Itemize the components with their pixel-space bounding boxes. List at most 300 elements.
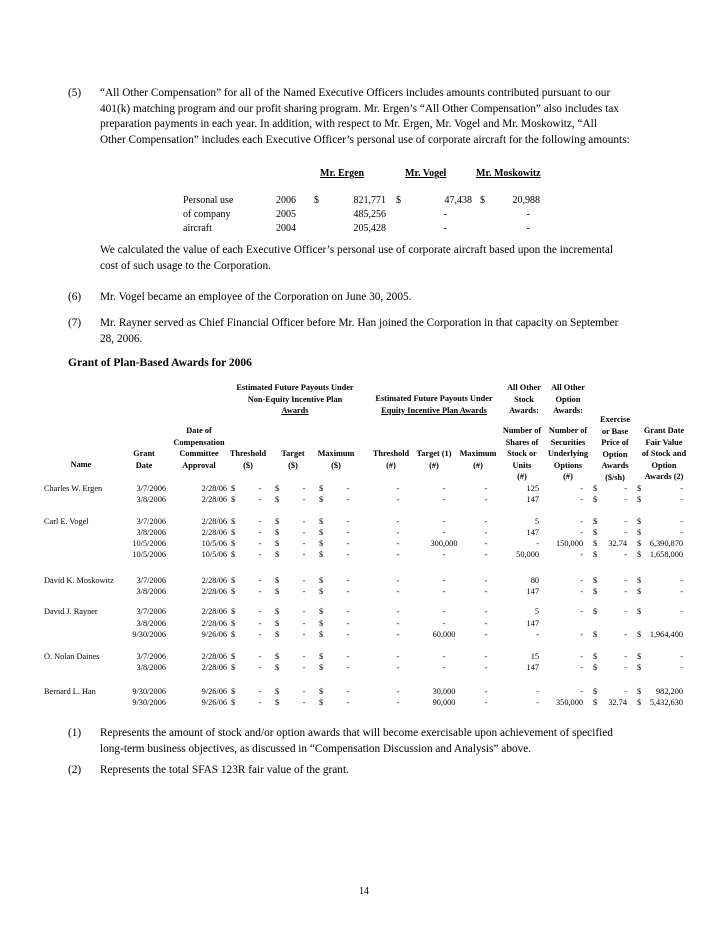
cell-secs: - xyxy=(580,630,583,639)
cell-name: Bernard L. Han xyxy=(44,687,96,696)
table-row xyxy=(0,630,728,641)
cell-tgt_n: - xyxy=(442,484,446,493)
row-label: Personal use xyxy=(183,195,234,206)
moskowitz-cell: 20,988 xyxy=(512,195,540,206)
dollar-sign: $ xyxy=(231,587,236,596)
col-target-num-header: Target (1) (#) xyxy=(416,449,452,470)
cell-max_d: - xyxy=(346,484,350,493)
dollar-sign: $ xyxy=(275,550,280,559)
vogel-cell: 47,438 xyxy=(444,195,472,206)
cell-shares: 5 xyxy=(534,517,539,526)
ergen-cell: 205,428 xyxy=(353,223,386,234)
cell-fair: - xyxy=(680,652,683,661)
cell-max_d: - xyxy=(346,652,350,661)
cell-secs: - xyxy=(580,495,583,504)
footnote-text: Mr. Vogel became an employee of the Corporation on June 30, 2005. xyxy=(100,291,412,303)
cell-name: David K. Moskowitz xyxy=(44,576,114,585)
dollar-sign: $ xyxy=(593,517,598,526)
cell-thr_d: - xyxy=(258,619,262,628)
table-row xyxy=(0,528,728,539)
cell-shares: 15 xyxy=(530,652,539,661)
dollar-sign: $ xyxy=(593,528,598,537)
moskowitz-cell: - xyxy=(526,223,530,234)
dollar-sign: $ xyxy=(231,550,236,559)
dollar-sign: $ xyxy=(231,495,236,504)
cell-shares: 5 xyxy=(534,607,539,616)
dollar-sign: $ xyxy=(319,687,324,696)
table-row xyxy=(0,539,728,550)
cell-max_d: - xyxy=(346,630,350,639)
dollar-sign: $ xyxy=(637,528,642,537)
cell-grant: 3/7/2006 xyxy=(136,576,166,585)
dollar-sign: $ xyxy=(231,698,236,707)
dollar-sign: $ xyxy=(593,539,598,548)
cell-price: - xyxy=(624,528,627,537)
cell-tgt_n: - xyxy=(442,576,446,585)
table-row xyxy=(0,587,728,598)
cell-price: - xyxy=(624,630,627,639)
cell-tgt_n: - xyxy=(442,517,446,526)
cell-thr_d: - xyxy=(258,539,262,548)
cell-secs: - xyxy=(580,484,583,493)
cell-shares: 80 xyxy=(530,576,539,585)
cell-appr: 2/28/06 xyxy=(201,495,227,504)
dollar-sign: $ xyxy=(275,607,280,616)
cell-max_d: - xyxy=(346,550,350,559)
cell-max_d: - xyxy=(346,528,350,537)
cell-shares: - xyxy=(536,698,539,707)
dollar-sign: $ xyxy=(593,587,598,596)
dollar-sign: $ xyxy=(637,687,642,696)
section-title: Grant of Plan-Based Awards for 2006 xyxy=(68,357,252,369)
cell-secs: 350,000 xyxy=(556,698,583,707)
cell-appr: 9/26/06 xyxy=(201,698,227,707)
cell-secs: - xyxy=(580,550,583,559)
calculation-note xyxy=(100,243,680,274)
col-exercise-header: Exercise or Base Price of Option Awards ($/sh) xyxy=(600,415,630,482)
cell-thr_d: - xyxy=(258,528,262,537)
dollar-sign: $ xyxy=(593,630,598,639)
cell-grant: 9/30/2006 xyxy=(132,698,166,707)
cell-appr: 9/26/06 xyxy=(201,687,227,696)
cell-thr_n: - xyxy=(396,539,400,548)
cell-tgt_d: - xyxy=(302,619,306,628)
dollar-sign: $ xyxy=(637,607,642,616)
dollar-sign: $ xyxy=(637,587,642,596)
cell-price: 32.74 xyxy=(608,539,627,548)
cell-appr: 10/5/06 xyxy=(201,539,227,548)
cell-fair: - xyxy=(680,528,683,537)
cell-tgt_d: - xyxy=(302,652,306,661)
cell-appr: 2/28/06 xyxy=(201,607,227,616)
cell-appr: 9/26/06 xyxy=(201,630,227,639)
footnote-text: Represents the total SFAS 123R fair value of the grant. xyxy=(100,764,349,776)
cell-max_d: - xyxy=(346,607,350,616)
cell-thr_d: - xyxy=(258,630,262,639)
dollar-sign: $ xyxy=(593,687,598,696)
cell-shares: 147 xyxy=(526,619,539,628)
cell-price: - xyxy=(624,652,627,661)
cell-fair: - xyxy=(680,484,683,493)
dollar-sign: $ xyxy=(319,587,324,596)
cell-grant: 3/7/2006 xyxy=(136,607,166,616)
cell-thr_n: - xyxy=(396,630,400,639)
table-row xyxy=(0,663,728,674)
cell-grant: 3/7/2006 xyxy=(136,652,166,661)
cell-tgt_d: - xyxy=(302,587,306,596)
grant-table-header xyxy=(0,380,728,490)
cell-thr_n: - xyxy=(396,587,400,596)
cell-max_n: - xyxy=(484,587,488,596)
dollar-sign: $ xyxy=(275,698,280,707)
dollar-sign: $ xyxy=(231,607,236,616)
col-target-dollar-header: Target ($) xyxy=(281,449,305,470)
col-name-header: Name xyxy=(70,460,92,469)
cell-thr_d: - xyxy=(258,652,262,661)
dollar-sign: $ xyxy=(231,663,236,672)
dollar-sign: $ xyxy=(319,607,324,616)
cell-thr_n: - xyxy=(396,550,400,559)
cell-grant: 9/30/2006 xyxy=(132,687,166,696)
dollar-sign: $ xyxy=(319,652,324,661)
col-threshold-num-header: Threshold (#) xyxy=(372,449,410,470)
cell-name: David J. Rayner xyxy=(44,607,98,616)
cell-tgt_n: - xyxy=(442,528,446,537)
table-row xyxy=(0,576,728,587)
footnote-line: Represents the amount of stock and/or option awards that will become exercisable upon achievement of specified xyxy=(100,727,613,739)
cell-tgt_d: - xyxy=(302,495,306,504)
year-cell: 2006 xyxy=(276,195,296,206)
dollar-sign: $ xyxy=(319,517,324,526)
cell-max_n: - xyxy=(484,495,488,504)
dollar-sign: $ xyxy=(637,484,642,493)
cell-thr_d: - xyxy=(258,663,262,672)
cell-fair: 982,200 xyxy=(656,687,683,696)
cell-tgt_d: - xyxy=(302,539,306,548)
cell-shares: 147 xyxy=(526,663,539,672)
dollar-sign: $ xyxy=(275,539,280,548)
cell-max_n: - xyxy=(484,517,488,526)
cell-shares: - xyxy=(536,539,539,548)
cell-secs: - xyxy=(580,663,583,672)
cell-price: - xyxy=(624,587,627,596)
cell-max_n: - xyxy=(484,652,488,661)
cell-tgt_d: - xyxy=(302,517,306,526)
cell-grant: 3/8/2006 xyxy=(136,528,166,537)
cell-thr_n: - xyxy=(396,517,400,526)
dollar-sign: $ xyxy=(319,663,324,672)
cell-grant: 3/7/2006 xyxy=(136,484,166,493)
dollar-sign: $ xyxy=(275,652,280,661)
footnote-line: Mr. Rayner served as Chief Financial Officer before Mr. Han joined the Corporation in that capacity on September xyxy=(100,317,619,329)
table-row xyxy=(0,652,728,663)
note-line: We calculated the value of each Executive Officer’s personal use of corporate aircraft based upon the incremental xyxy=(100,244,614,256)
cell-fair: - xyxy=(680,517,683,526)
cell-shares: 147 xyxy=(526,528,539,537)
table-row xyxy=(0,698,728,709)
dollar-sign: $ xyxy=(319,484,324,493)
cell-max_d: - xyxy=(346,698,350,707)
moskowitz-cell: - xyxy=(526,209,530,220)
cell-thr_n: - xyxy=(396,619,400,628)
column-header: Mr. Ergen xyxy=(320,168,365,179)
cell-max_d: - xyxy=(346,663,350,672)
dollar-sign: $ xyxy=(319,539,324,548)
dollar-sign: $ xyxy=(319,550,324,559)
equity-group-header: Estimated Future Payouts Under Equity Incentive Plan Awards xyxy=(375,394,493,415)
dollar-sign: $ xyxy=(319,576,324,585)
cell-secs: - xyxy=(580,517,583,526)
cell-grant: 3/8/2006 xyxy=(136,663,166,672)
cell-name: Charles W. Ergen xyxy=(44,484,103,493)
footnote-6 xyxy=(0,290,728,306)
year-cell: 2005 xyxy=(276,209,296,220)
col-shares-header: Number of Shares of Stock or Units (#) xyxy=(502,426,542,481)
dollar-sign: $ xyxy=(231,576,236,585)
cell-appr: 2/28/06 xyxy=(201,587,227,596)
cell-appr: 2/28/06 xyxy=(201,517,227,526)
cell-price: - xyxy=(624,495,627,504)
cell-thr_d: - xyxy=(258,550,262,559)
cell-tgt_n: - xyxy=(442,619,446,628)
cell-max_n: - xyxy=(484,630,488,639)
dollar-sign: $ xyxy=(637,663,642,672)
cell-thr_d: - xyxy=(258,495,262,504)
cell-price: - xyxy=(624,550,627,559)
cell-max_n: - xyxy=(484,576,488,585)
cell-secs: - xyxy=(580,528,583,537)
cell-thr_d: - xyxy=(258,484,262,493)
cell-thr_n: - xyxy=(396,576,400,585)
dollar-sign: $ xyxy=(231,630,236,639)
cell-shares: 147 xyxy=(526,495,539,504)
dollar-sign: $ xyxy=(593,495,598,504)
dollar-sign: $ xyxy=(637,539,642,548)
non-equity-group-header: Estimated Future Payouts Under Non-Equity Incentive Plan Awards xyxy=(236,383,354,415)
dollar-sign: $ xyxy=(314,195,319,206)
cell-shares: 147 xyxy=(526,587,539,596)
cell-max_d: - xyxy=(346,687,350,696)
dollar-sign: $ xyxy=(593,484,598,493)
dollar-sign: $ xyxy=(593,550,598,559)
cell-fair: 1,964,400 xyxy=(649,630,683,639)
table-row xyxy=(0,607,728,618)
dollar-sign: $ xyxy=(593,652,598,661)
dollar-sign: $ xyxy=(275,517,280,526)
table-row xyxy=(0,550,728,561)
cell-tgt_n: 30,000 xyxy=(432,687,456,696)
cell-max_n: - xyxy=(484,663,488,672)
footnote-number: (7) xyxy=(68,317,82,329)
stock-awards-header: All Other Stock Awards: xyxy=(507,383,541,415)
cell-fair: - xyxy=(680,587,683,596)
cell-fair: 1,658,000 xyxy=(649,550,683,559)
dollar-sign: $ xyxy=(319,619,324,628)
dollar-sign: $ xyxy=(275,687,280,696)
cell-max_n: - xyxy=(484,550,488,559)
cell-tgt_d: - xyxy=(302,484,306,493)
cell-thr_d: - xyxy=(258,698,262,707)
table-row xyxy=(0,517,728,528)
cell-max_d: - xyxy=(346,587,350,596)
cell-appr: 2/28/06 xyxy=(201,663,227,672)
row-label: of company xyxy=(183,209,231,220)
col-fair-value-header: Grant Date Fair Value of Stock and Option Awards (2) xyxy=(641,426,687,481)
footnote-number: (2) xyxy=(68,764,82,776)
cell-grant: 3/8/2006 xyxy=(136,587,166,596)
dollar-sign: $ xyxy=(637,652,642,661)
ergen-cell: 485,256 xyxy=(353,209,386,220)
cell-tgt_d: - xyxy=(302,698,306,707)
column-header: Mr. Vogel xyxy=(405,168,447,179)
cell-grant: 3/8/2006 xyxy=(136,495,166,504)
cell-fair: 5,432,630 xyxy=(649,698,683,707)
col-approval-header: Date of Compensation Committee Approval xyxy=(173,426,225,470)
cell-max_n: - xyxy=(484,687,488,696)
vogel-cell: - xyxy=(443,209,447,220)
dollar-sign: $ xyxy=(275,663,280,672)
dollar-sign: $ xyxy=(275,630,280,639)
cell-grant: 9/30/2006 xyxy=(132,630,166,639)
cell-thr_n: - xyxy=(396,528,400,537)
cell-tgt_n: 90,000 xyxy=(432,698,456,707)
dollar-sign: $ xyxy=(275,484,280,493)
cell-price: - xyxy=(624,663,627,672)
col-threshold-dollar-header: Threshold ($) xyxy=(229,449,267,470)
dollar-sign: $ xyxy=(593,576,598,585)
cell-appr: 2/28/06 xyxy=(201,528,227,537)
footnote-number: (5) xyxy=(68,87,82,99)
cell-appr: 2/28/06 xyxy=(201,484,227,493)
cell-secs: - xyxy=(580,687,583,696)
cell-max_d: - xyxy=(346,539,350,548)
cell-thr_n: - xyxy=(396,484,400,493)
dollar-sign: $ xyxy=(275,495,280,504)
option-awards-header: All Other Option Awards: xyxy=(551,383,585,415)
cell-grant: 10/5/2006 xyxy=(132,550,166,559)
cell-thr_d: - xyxy=(258,576,262,585)
cell-max_d: - xyxy=(346,619,350,628)
col-maximum-dollar-header: Maximum ($) xyxy=(317,449,355,470)
cell-price: - xyxy=(624,607,627,616)
cell-thr_n: - xyxy=(396,687,400,696)
cell-secs: - xyxy=(580,576,583,585)
cell-tgt_n: - xyxy=(442,495,446,504)
cell-secs: - xyxy=(580,652,583,661)
cell-thr_n: - xyxy=(396,495,400,504)
cell-shares: 125 xyxy=(526,484,539,493)
cell-fair: 6,390,870 xyxy=(649,539,683,548)
page-number: 14 xyxy=(359,886,369,897)
dollar-sign: $ xyxy=(275,587,280,596)
cell-thr_d: - xyxy=(258,607,262,616)
dollar-sign: $ xyxy=(319,698,324,707)
column-header: Mr. Moskowitz xyxy=(476,168,541,179)
dollar-sign: $ xyxy=(275,619,280,628)
cell-max_n: - xyxy=(484,484,488,493)
cell-thr_n: - xyxy=(396,698,400,707)
vogel-cell: - xyxy=(443,223,447,234)
year-cell: 2004 xyxy=(276,223,296,234)
cell-price: - xyxy=(624,576,627,585)
dollar-sign: $ xyxy=(275,576,280,585)
cell-max_n: - xyxy=(484,619,488,628)
cell-max_n: - xyxy=(484,539,488,548)
cell-shares: - xyxy=(536,687,539,696)
col-grant-date-header: Grant Date xyxy=(133,449,155,470)
footnote-line: 401(k) matching program and our profit sharing program. Mr. Ergen’s “All Other Compensation” also includes tax xyxy=(100,102,620,115)
dollar-sign: $ xyxy=(637,517,642,526)
dollar-sign: $ xyxy=(231,539,236,548)
ergen-cell: 821,771 xyxy=(353,195,386,206)
dollar-sign: $ xyxy=(637,550,642,559)
footnote-line: 28, 2006. xyxy=(100,332,143,345)
footnote-line: preparation payments in each year. In addition, with respect to Mr. Ergen, Mr. Vogel and Mr. Moskowitz, “All xyxy=(100,118,597,130)
cell-tgt_d: - xyxy=(302,550,306,559)
dollar-sign: $ xyxy=(480,195,485,206)
cell-tgt_n: - xyxy=(442,587,446,596)
cell-price: - xyxy=(624,517,627,526)
dollar-sign: $ xyxy=(637,495,642,504)
cell-grant: 3/7/2006 xyxy=(136,517,166,526)
col-securities-header: Number of Securities Underlying Options (#) xyxy=(547,426,589,481)
footnote-number: (6) xyxy=(68,291,82,303)
dollar-sign: $ xyxy=(593,663,598,672)
grant-footnote-2 xyxy=(0,763,728,779)
cell-tgt_d: - xyxy=(302,630,306,639)
cell-tgt_d: - xyxy=(302,607,306,616)
cell-thr_n: - xyxy=(396,607,400,616)
cell-tgt_n: 300,000 xyxy=(430,539,458,548)
cell-price: - xyxy=(624,687,627,696)
cell-secs: - xyxy=(580,587,583,596)
cell-appr: 2/28/06 xyxy=(201,619,227,628)
cell-tgt_d: - xyxy=(302,576,306,585)
cell-fair: - xyxy=(680,663,683,672)
footnote-line: “All Other Compensation” for all of the Named Executive Officers includes amounts contributed pursuant to our xyxy=(100,87,611,99)
cell-grant: 10/5/2006 xyxy=(132,539,166,548)
dollar-sign: $ xyxy=(231,619,236,628)
dollar-sign: $ xyxy=(231,652,236,661)
cell-thr_d: - xyxy=(258,517,262,526)
row-label: aircraft xyxy=(183,223,212,234)
table-row xyxy=(0,619,728,630)
aircraft-table xyxy=(0,168,728,238)
cell-tgt_d: - xyxy=(302,663,306,672)
cell-price: - xyxy=(624,484,627,493)
dollar-sign: $ xyxy=(231,517,236,526)
cell-max_d: - xyxy=(346,576,350,585)
cell-tgt_d: - xyxy=(302,528,306,537)
cell-shares: - xyxy=(536,630,539,639)
dollar-sign: $ xyxy=(275,528,280,537)
cell-max_n: - xyxy=(484,698,488,707)
dollar-sign: $ xyxy=(593,698,598,707)
cell-tgt_n: - xyxy=(442,607,446,616)
dollar-sign: $ xyxy=(637,630,642,639)
cell-tgt_d: - xyxy=(302,687,306,696)
cell-tgt_n: - xyxy=(442,550,446,559)
cell-fair: - xyxy=(680,576,683,585)
cell-appr: 10/5/06 xyxy=(201,550,227,559)
cell-fair: - xyxy=(680,495,683,504)
cell-fair: - xyxy=(680,607,683,616)
cell-thr_d: - xyxy=(258,687,262,696)
dollar-sign: $ xyxy=(231,484,236,493)
cell-price: 32.74 xyxy=(608,698,627,707)
dollar-sign: $ xyxy=(637,576,642,585)
cell-tgt_n: - xyxy=(442,652,446,661)
